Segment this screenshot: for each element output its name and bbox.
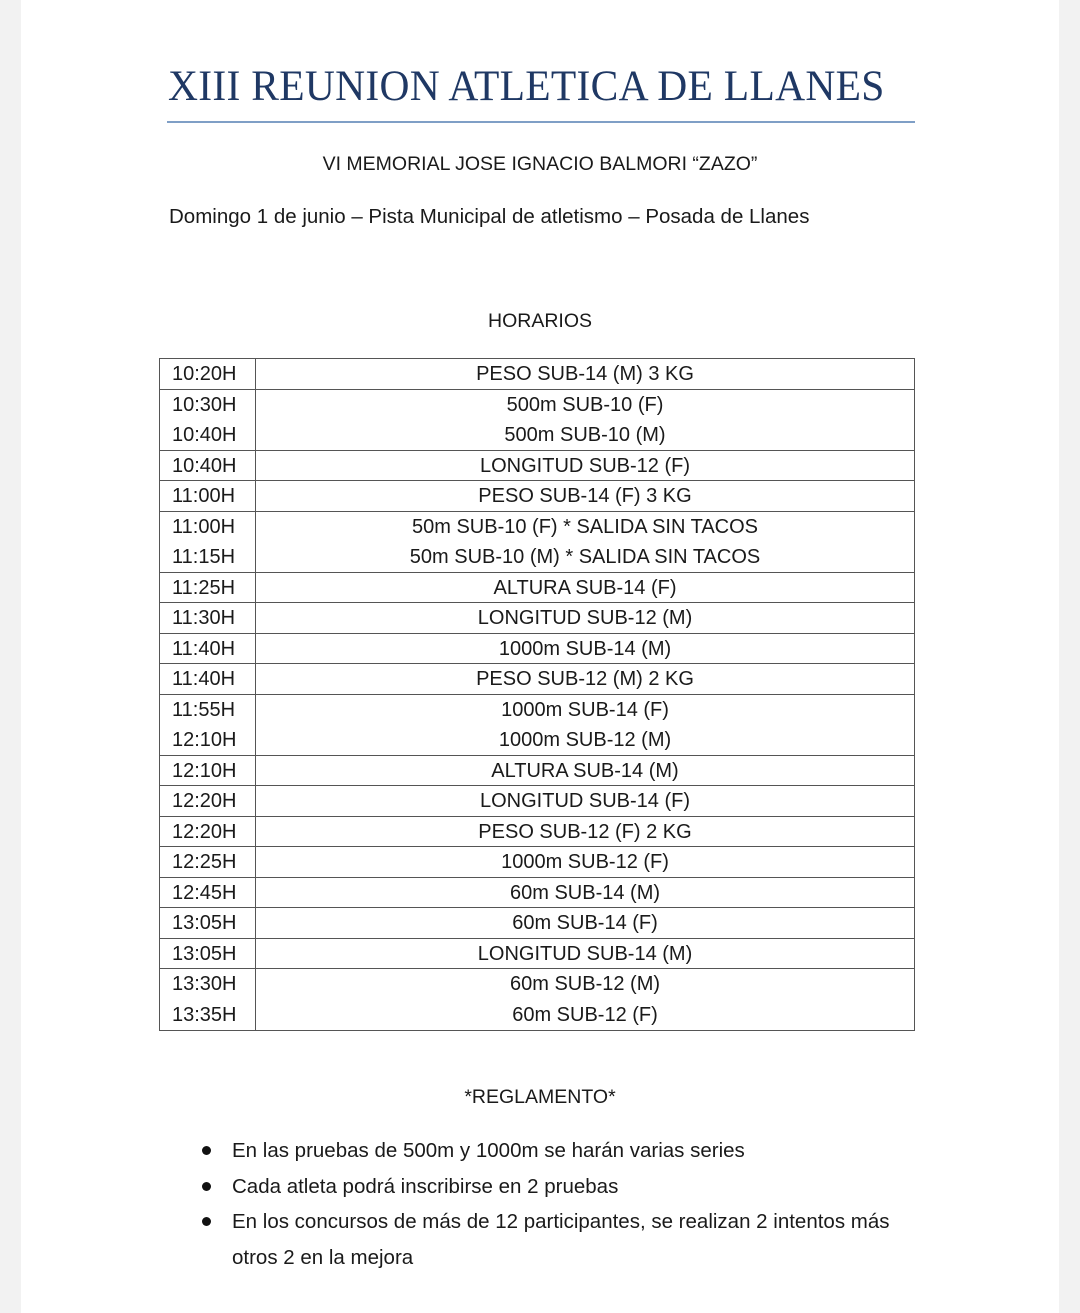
schedule-event-cell: PESO SUB-14 (F) 3 KG <box>478 485 692 507</box>
schedule-event-cell: PESO SUB-14 (M) 3 KG <box>476 363 694 385</box>
bullet-icon <box>202 1146 211 1155</box>
schedule-row <box>160 542 914 573</box>
schedule-event-cell: ALTURA SUB-14 (M) <box>491 759 679 782</box>
schedule-row <box>160 451 914 482</box>
schedule-event-cell: LONGITUD SUB-14 (F) <box>479 790 691 812</box>
rule-text: En los concursos de más de 12 participantes, se realizan 2 intentos más otros 2 en la mejora <box>232 1210 890 1269</box>
schedule-time-cell: 11:55H <box>160 695 256 726</box>
rule-item <box>197 1204 897 1275</box>
schedule-time-cell: 10:40H <box>160 451 256 481</box>
event-date-location: Domingo 1 de junio – Pista Municipal de atletismo – Posada de Llanes <box>169 205 810 228</box>
schedule-row <box>160 481 914 512</box>
schedule-time-cell: 12:20H <box>160 817 256 847</box>
schedule-event-cell: 500m SUB-10 (M) <box>504 424 666 446</box>
schedule-time-cell: 12:20H <box>160 786 256 816</box>
schedule-row <box>160 603 914 634</box>
schedule-time-cell: 10:30H <box>160 390 256 421</box>
rule-item <box>197 1133 897 1169</box>
schedule-time-cell: 12:45H <box>160 878 256 908</box>
schedule-time-cell: 10:40H <box>160 420 256 450</box>
document-title: XIII REUNION ATLETICA DE LLANES <box>168 63 885 110</box>
rule-item <box>197 1169 897 1205</box>
schedule-time-cell: 13:35H <box>160 1000 256 1031</box>
schedule-event-cell: 60m SUB-14 (F) <box>512 912 658 934</box>
schedule-time-cell: 10:20H <box>160 359 256 389</box>
schedule-row <box>160 939 914 970</box>
schedule-time-cell: 11:15H <box>160 542 256 572</box>
schedule-event-cell: PESO SUB-12 (M) 2 KG <box>476 668 694 690</box>
schedule-time-cell: 11:00H <box>160 481 256 511</box>
schedule-row <box>160 725 914 756</box>
schedule-time-cell: 11:00H <box>160 512 256 543</box>
schedule-time-cell: 12:10H <box>160 725 256 755</box>
schedule-event-cell: 50m SUB-10 (M) * SALIDA SIN TACOS <box>409 546 761 568</box>
schedule-event-cell: 1000m SUB-14 (M) <box>498 637 672 660</box>
rule-text: En las pruebas de 500m y 1000m se harán varias series <box>232 1139 745 1162</box>
schedule-event-cell: ALTURA SUB-14 (F) <box>493 576 677 599</box>
schedule-event-cell: LONGITUD SUB-12 (M) <box>477 607 693 629</box>
schedule-row <box>160 420 914 451</box>
schedule-row <box>160 359 914 390</box>
schedule-event-cell: LONGITUD SUB-14 (M) <box>477 942 693 965</box>
schedule-event-cell: 500m SUB-10 (F) <box>506 393 664 416</box>
schedule-event-cell: LONGITUD SUB-12 (F) <box>479 454 691 477</box>
schedule-time-cell: 13:05H <box>160 908 256 938</box>
schedule-event-cell: 60m SUB-12 (F) <box>512 1003 658 1026</box>
bullet-icon <box>202 1182 211 1191</box>
schedule-row <box>160 847 914 878</box>
schedule-event-cell: 60m SUB-14 (M) <box>509 881 661 904</box>
rule-text: Cada atleta podrá inscribirse en 2 pruebas <box>232 1174 619 1198</box>
schedule-event-cell: PESO SUB-12 (F) 2 KG <box>478 820 692 843</box>
schedule-row <box>160 664 914 695</box>
memorial-subtitle: VI MEMORIAL JOSE IGNACIO BALMORI “ZAZO” <box>322 153 758 175</box>
schedule-row <box>160 573 914 604</box>
schedule-time-cell: 13:05H <box>160 939 256 969</box>
title-underline <box>167 121 915 123</box>
rules-heading: *REGLAMENTO* <box>464 1086 616 1108</box>
schedule-row <box>160 969 914 1000</box>
schedule-event-cell: 1000m SUB-12 (F) <box>501 851 669 873</box>
bullet-icon <box>202 1217 211 1226</box>
schedule-row <box>160 695 914 726</box>
schedule-table <box>159 358 915 1031</box>
schedule-heading: HORARIOS <box>487 310 592 332</box>
schedule-event-cell: 1000m SUB-12 (M) <box>498 729 672 751</box>
schedule-row <box>160 512 914 543</box>
schedule-row <box>160 634 914 665</box>
schedule-row <box>160 786 914 817</box>
schedule-time-cell: 11:40H <box>160 634 256 664</box>
schedule-row <box>160 817 914 848</box>
schedule-row <box>160 756 914 787</box>
schedule-event-cell: 60m SUB-12 (M) <box>509 973 661 995</box>
schedule-row <box>160 390 914 421</box>
schedule-time-cell: 13:30H <box>160 969 256 1000</box>
schedule-row <box>160 908 914 939</box>
schedule-row <box>160 878 914 909</box>
schedule-time-cell: 11:25H <box>160 573 256 603</box>
rules-list <box>197 1133 897 1275</box>
schedule-time-cell: 11:40H <box>160 664 256 694</box>
schedule-row <box>160 1000 914 1031</box>
schedule-event-cell: 1000m SUB-14 (F) <box>501 698 669 721</box>
schedule-time-cell: 12:10H <box>160 756 256 786</box>
schedule-time-cell: 12:25H <box>160 847 256 877</box>
schedule-time-cell: 11:30H <box>160 603 256 633</box>
schedule-event-cell: 50m SUB-10 (F) * SALIDA SIN TACOS <box>411 515 759 538</box>
